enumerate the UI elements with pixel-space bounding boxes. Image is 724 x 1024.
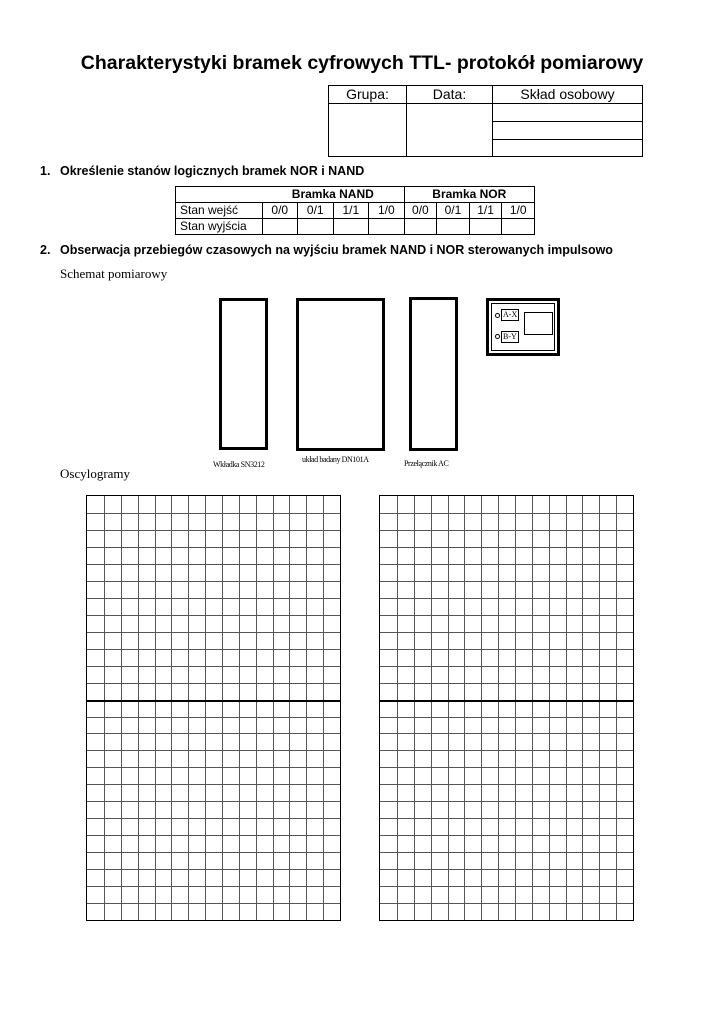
grid-line [380,784,633,785]
grid-line [121,496,122,920]
grid-line [380,852,633,853]
grid-line [87,547,340,548]
grid-line [104,496,105,920]
grid-line [431,496,432,920]
output-cell[interactable] [298,219,334,235]
nand-header: Bramka NAND [262,187,404,203]
section-2-title: Obserwacja przebiegów czasowych na wyjściu bramek NAND i NOR sterowanych impulsowo [60,243,613,257]
grid-line [549,496,550,920]
grid-line [87,615,340,616]
grid-line [87,869,340,870]
section-1-heading [40,164,364,178]
grid-line [87,666,340,667]
grid-line [87,683,340,684]
output-cell[interactable] [262,219,298,235]
grid-line [448,496,449,920]
module-block [219,298,268,450]
grid-line [380,717,633,718]
grid-line [380,581,633,582]
grid-line [289,496,290,920]
grid-line [380,632,633,633]
grid-line [380,666,633,667]
grid-line [566,496,567,920]
channel-a-connector-icon [495,313,500,318]
input-value: 0/0 [262,203,298,219]
grid-line [306,496,307,920]
grid-line [87,801,340,802]
input-value: 1/0 [369,203,405,219]
group-info-table [328,85,643,157]
grid-line [188,496,189,920]
grid-line [616,496,617,920]
grid-line [464,496,465,920]
group-field[interactable] [329,104,407,157]
member-field-3[interactable] [493,140,643,157]
grid-line [599,496,600,920]
grid-line [582,496,583,920]
input-value: 0/1 [437,203,470,219]
date-field[interactable] [407,104,493,157]
grid-line [87,903,340,904]
grid-line [87,886,340,887]
grid-line [481,496,482,920]
channel-b-label: B-Y [503,332,517,341]
table-corner [176,187,263,203]
grid-line [87,598,340,599]
grid-line [171,496,172,920]
switch-caption: Przełącznik AC [404,459,449,468]
grid-line [87,733,340,734]
grid-line [205,496,206,920]
member-field-1[interactable] [493,104,643,122]
grid-line [87,717,340,718]
date-header: Data: [407,86,493,104]
output-cell[interactable] [369,219,405,235]
grid-line [380,903,633,904]
input-value: 1/0 [502,203,535,219]
tested-circuit-block [296,298,385,451]
grid-line [87,818,340,819]
grid-line [380,598,633,599]
grid-line [380,564,633,565]
grid-line [323,496,324,920]
grid-line [87,750,340,751]
grid-line [87,700,340,702]
page-title: Charakterystyki bramek cyfrowych TTL- protokół pomiarowy [80,52,644,74]
grid-line [380,801,633,802]
grid-line [273,496,274,920]
module-caption: Wkładka SN3212 [213,460,265,469]
section-2-number: 2. [40,243,51,257]
members-header: Skład osobowy [493,86,643,104]
oscillogram-grid-left[interactable] [86,495,341,921]
grid-line [380,547,633,548]
grid-line [380,886,633,887]
nor-header: Bramka NOR [404,187,534,203]
grid-line [380,835,633,836]
oscilloscope [486,298,560,356]
member-field-2[interactable] [493,122,643,140]
grid-line [380,513,633,514]
grid-line [87,564,340,565]
switch-block [409,297,458,451]
output-cell[interactable] [502,219,535,235]
grid-line [155,496,156,920]
input-value: 0/0 [404,203,437,219]
grid-line [87,852,340,853]
channel-a-label: A-X [503,310,518,319]
grid-line [397,496,398,920]
section-1-number: 1. [40,164,51,178]
oscillogram-grid-right[interactable] [379,495,634,921]
grid-line [380,700,633,702]
grid-line [380,869,633,870]
grid-line [87,835,340,836]
output-cell[interactable] [404,219,437,235]
grid-line [515,496,516,920]
grid-line [380,767,633,768]
grid-line [380,530,633,531]
group-header: Grupa: [329,86,407,104]
output-state-label: Stan wyjścia [176,219,263,235]
grid-line [87,767,340,768]
grid-line [380,750,633,751]
output-cell[interactable] [333,219,369,235]
grid-line [256,496,257,920]
grid-line [380,615,633,616]
input-value: 0/1 [298,203,334,219]
grid-line [87,784,340,785]
grid-line [498,496,499,920]
grid-line [87,581,340,582]
section-2-heading [40,243,613,257]
schema-label: Schemat pomiarowy [60,266,168,281]
grid-line [380,649,633,650]
grid-line [222,496,223,920]
input-value: 1/1 [469,203,502,219]
input-state-label: Stan wejść [176,203,263,219]
grid-line [532,496,533,920]
grid-line [414,496,415,920]
grid-line [87,530,340,531]
output-cell[interactable] [469,219,502,235]
channel-b-connector-icon [495,334,500,339]
tested-circuit-caption: układ badany DN101A [302,455,369,464]
grid-line [87,649,340,650]
grid-line [87,513,340,514]
grid-line [87,632,340,633]
grid-line [380,818,633,819]
input-value: 1/1 [333,203,369,219]
grid-line [138,496,139,920]
section-1-title: Określenie stanów logicznych bramek NOR i NAND [60,164,365,178]
oscillograms-label: Oscylogramy [60,466,131,481]
output-cell[interactable] [437,219,470,235]
grid-line [380,733,633,734]
logic-states-table [175,186,535,235]
grid-line [239,496,240,920]
grid-line [380,683,633,684]
oscilloscope-screen [524,312,553,335]
